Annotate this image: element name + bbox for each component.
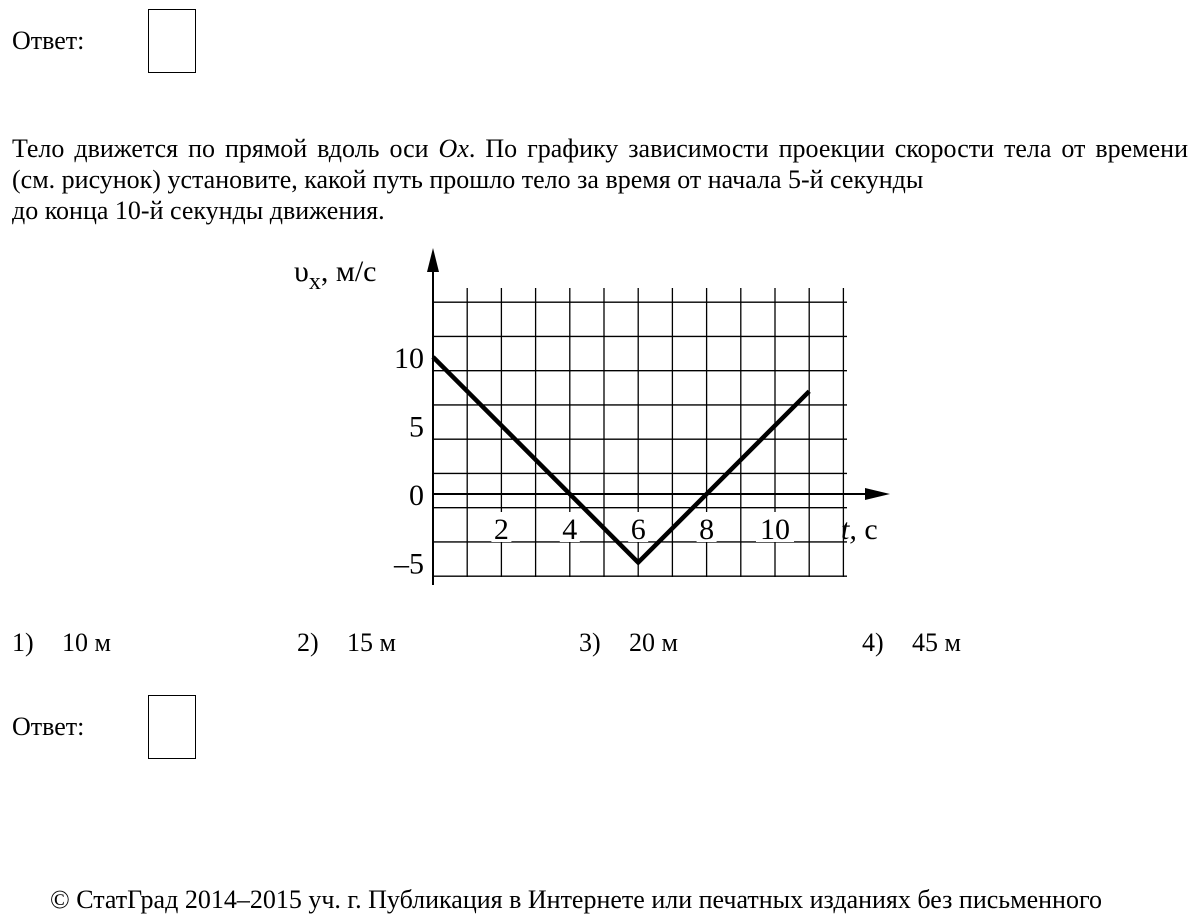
option-number: 3)	[579, 628, 629, 658]
x-tick-label: 2	[494, 513, 509, 546]
series-velocity-line	[433, 357, 809, 563]
question-part-2: . По графику зависимости проекции скорости тела от времени (см. рисунок) установите, какой путь прошло тело за время от начала 5-й секунды	[12, 134, 1188, 194]
copyright-footer: © СтатГрад 2014–2015 уч. г. Публикация в Интернете или печатных изданиях без письменного	[50, 885, 1102, 915]
option-text: 10 м	[62, 628, 111, 657]
option-3[interactable]	[579, 628, 678, 658]
answer-row-bottom	[12, 695, 196, 759]
x-tick-label: 10	[760, 513, 790, 546]
question-part-1: Тело движется по прямой вдоль оси	[12, 134, 439, 163]
option-text: 20 м	[629, 628, 678, 657]
x-tick-label: 8	[699, 513, 714, 546]
axis-name: Ox	[439, 134, 469, 163]
answer-label: Ответ:	[12, 26, 148, 56]
x-label-var: t,	[841, 513, 857, 546]
y-label-unit: , м/с	[321, 255, 377, 288]
x-tick-label: 4	[562, 513, 577, 546]
option-1[interactable]	[12, 628, 111, 658]
x-label-unit: с	[857, 513, 878, 546]
y-tick-label: 0	[409, 479, 424, 512]
y-axis-label	[294, 255, 377, 295]
question-part-3: до конца 10-й секунды движения.	[12, 195, 1188, 226]
y-tick-label: –5	[393, 548, 424, 581]
y-tick-labels	[393, 342, 424, 581]
answer-options	[12, 628, 1192, 668]
x-axis-label	[841, 513, 878, 546]
x-axis-arrow	[865, 488, 890, 500]
option-2[interactable]	[297, 628, 396, 658]
option-4[interactable]	[862, 628, 961, 658]
option-text: 45 м	[912, 628, 961, 657]
y-tick-label: 10	[394, 342, 424, 375]
y-label-main: υ	[294, 255, 309, 288]
y-label-sub: x	[309, 269, 321, 295]
option-text: 15 м	[347, 628, 396, 657]
answer-input-box[interactable]	[148, 695, 196, 759]
x-tick-label: 6	[631, 513, 646, 546]
x-tick-labels	[491, 512, 794, 546]
y-axis-arrow	[427, 248, 439, 272]
option-number: 4)	[862, 628, 912, 658]
y-tick-label: 5	[409, 411, 424, 444]
series-points	[433, 357, 809, 563]
option-number: 2)	[297, 628, 347, 658]
option-number: 1)	[12, 628, 62, 658]
answer-label: Ответ:	[12, 712, 148, 742]
